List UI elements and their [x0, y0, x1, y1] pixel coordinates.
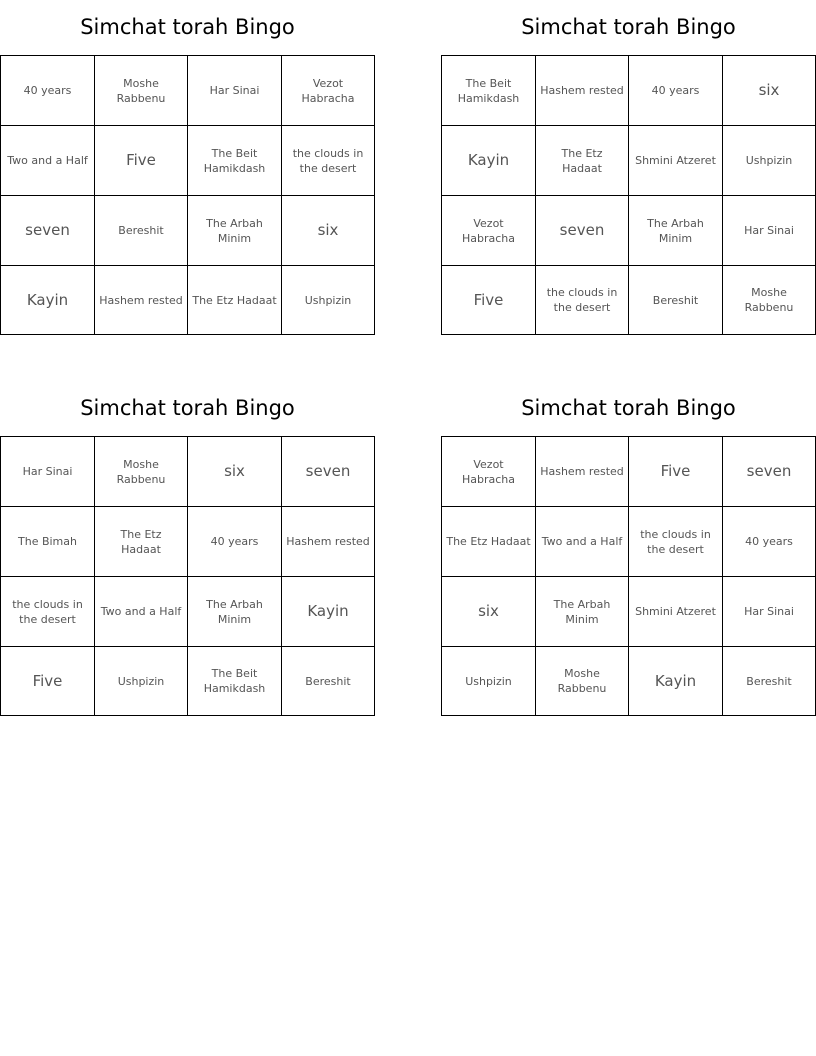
bingo-cell: six: [188, 437, 282, 507]
bingo-cell: The Etz Hadaat: [536, 126, 629, 196]
bingo-cell: Five: [95, 126, 188, 196]
bingo-card-3: [0, 381, 375, 716]
bingo-cell: Bereshit: [95, 196, 188, 266]
bingo-cell: seven: [282, 437, 375, 507]
bingo-cell: Five: [629, 437, 723, 507]
bingo-cell: the clouds in the desert: [536, 266, 629, 335]
bingo-cell: the clouds in the desert: [282, 126, 375, 196]
bingo-cell: Bereshit: [723, 647, 816, 716]
bingo-cell: six: [442, 577, 536, 647]
bingo-cell: seven: [536, 196, 629, 266]
bingo-cell: Two and a Half: [95, 577, 188, 647]
bingo-cell: Har Sinai: [188, 56, 282, 126]
bingo-cell: Five: [1, 647, 95, 716]
bingo-cell: Har Sinai: [1, 437, 95, 507]
bingo-card-1: [0, 0, 375, 335]
bingo-cell: Bereshit: [282, 647, 375, 716]
bingo-cell: Two and a Half: [536, 507, 629, 577]
bingo-cell: seven: [1, 196, 95, 266]
bingo-cell: Hashem rested: [536, 56, 629, 126]
bingo-cell: the clouds in the desert: [629, 507, 723, 577]
bingo-cell: 40 years: [629, 56, 723, 126]
bingo-cell: Hashem rested: [536, 437, 629, 507]
bingo-cell: Har Sinai: [723, 196, 816, 266]
card-title: Simchat torah Bingo: [521, 396, 736, 420]
bingo-cell: The Arbah Minim: [629, 196, 723, 266]
card-title: Simchat torah Bingo: [521, 15, 736, 39]
bingo-cell: Moshe Rabbenu: [95, 437, 188, 507]
bingo-card-4: [441, 381, 816, 716]
bingo-cell: The Beit Hamikdash: [442, 56, 536, 126]
bingo-cell: The Beit Hamikdash: [188, 126, 282, 196]
bingo-cell: seven: [723, 437, 816, 507]
bingo-cell: 40 years: [723, 507, 816, 577]
bingo-cell: six: [282, 196, 375, 266]
bingo-grid: [0, 55, 375, 335]
bingo-cell: Shmini Atzeret: [629, 577, 723, 647]
bingo-cell: Kayin: [629, 647, 723, 716]
bingo-cell: Two and a Half: [1, 126, 95, 196]
bingo-cell: Moshe Rabbenu: [95, 56, 188, 126]
bingo-grid: [441, 55, 816, 335]
bingo-cell: the clouds in the desert: [1, 577, 95, 647]
bingo-cell: Five: [442, 266, 536, 335]
bingo-cell: The Arbah Minim: [188, 196, 282, 266]
bingo-cell: Vezot Habracha: [282, 56, 375, 126]
bingo-cell: Hashem rested: [282, 507, 375, 577]
card-title: Simchat torah Bingo: [80, 15, 295, 39]
bingo-cell: six: [723, 56, 816, 126]
bingo-cell: Moshe Rabbenu: [723, 266, 816, 335]
bingo-cell: Vezot Habracha: [442, 196, 536, 266]
bingo-cell: Har Sinai: [723, 577, 816, 647]
bingo-grid: [441, 436, 816, 716]
bingo-cell: The Etz Hadaat: [95, 507, 188, 577]
bingo-cell: Moshe Rabbenu: [536, 647, 629, 716]
bingo-cell: The Arbah Minim: [536, 577, 629, 647]
bingo-cell: Kayin: [282, 577, 375, 647]
bingo-cell: 40 years: [1, 56, 95, 126]
bingo-cell: Ushpizin: [95, 647, 188, 716]
card-title: Simchat torah Bingo: [80, 396, 295, 420]
bingo-cell: Kayin: [1, 266, 95, 335]
bingo-cell: The Etz Hadaat: [442, 507, 536, 577]
bingo-cell: Vezot Habracha: [442, 437, 536, 507]
bingo-cell: The Arbah Minim: [188, 577, 282, 647]
bingo-cell: Shmini Atzeret: [629, 126, 723, 196]
bingo-card-2: [441, 0, 816, 335]
bingo-cell: Ushpizin: [723, 126, 816, 196]
bingo-cell: Ushpizin: [442, 647, 536, 716]
bingo-cell: Ushpizin: [282, 266, 375, 335]
bingo-cell: Kayin: [442, 126, 536, 196]
bingo-cell: The Beit Hamikdash: [188, 647, 282, 716]
bingo-cell: Hashem rested: [95, 266, 188, 335]
bingo-cell: 40 years: [188, 507, 282, 577]
bingo-cell: The Bimah: [1, 507, 95, 577]
bingo-cell: Bereshit: [629, 266, 723, 335]
bingo-grid: [0, 436, 375, 716]
bingo-cell: The Etz Hadaat: [188, 266, 282, 335]
